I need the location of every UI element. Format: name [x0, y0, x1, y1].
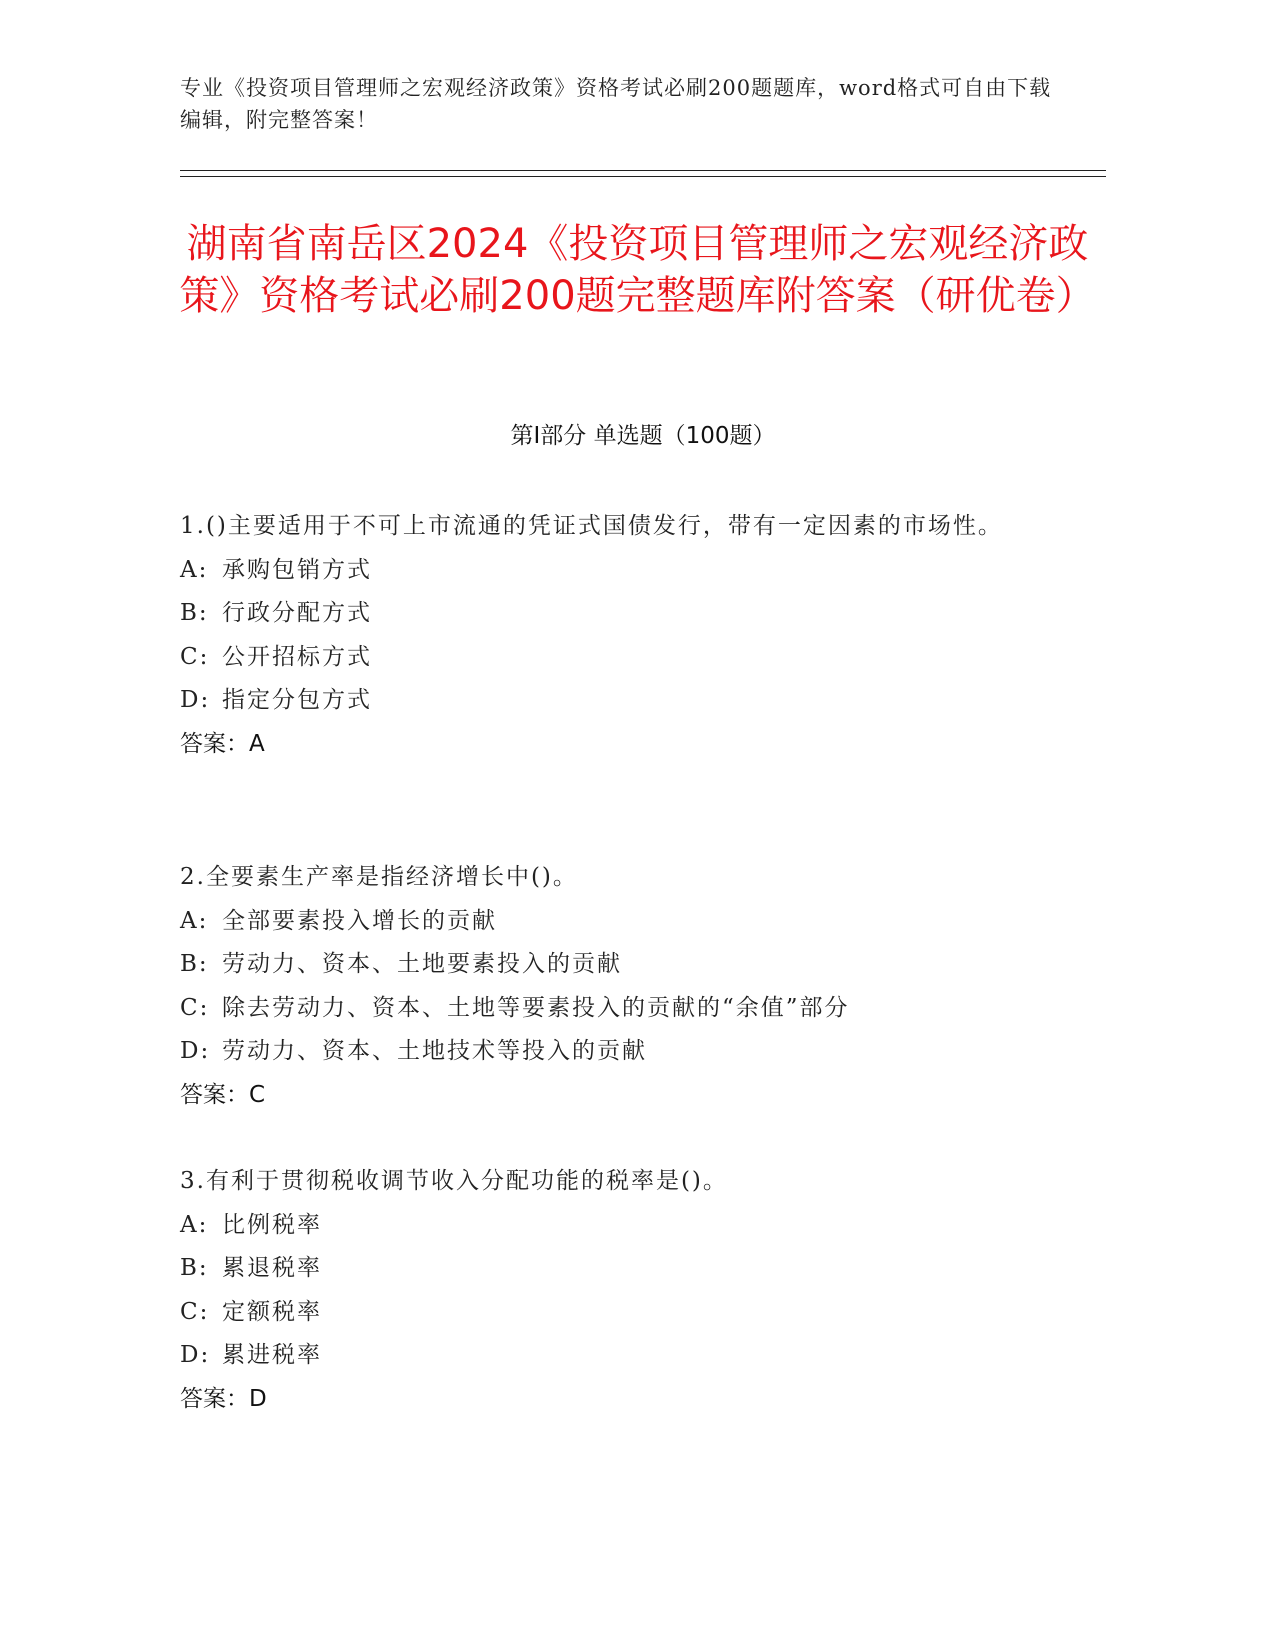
option-text: 行政分配方式 [222, 600, 372, 626]
option-b [180, 943, 1060, 987]
header-divider-bottom [180, 176, 1106, 177]
answer-line: 答案：C [180, 1081, 266, 1108]
option-text: 定额税率 [222, 1298, 322, 1325]
option-text: 公开招标方式 [222, 643, 372, 670]
option-a [180, 549, 1060, 593]
option-letter: B: [180, 1255, 209, 1281]
option-letter: C: [180, 643, 210, 670]
option-text: 比例税率 [222, 1211, 322, 1238]
option-letter: B: [180, 951, 209, 977]
question-stem: 1.()主要适用于不可上市流通的凭证式国债发行，带有一定因素的市场性。 [180, 513, 1003, 539]
section-title: 第I部分 单选题（100题） [510, 423, 776, 449]
option-c [180, 1291, 1060, 1335]
option-text: 累退税率 [222, 1255, 322, 1281]
question-stem: 3.有利于贯彻税收调节收入分配功能的税率是()。 [180, 1168, 728, 1194]
option-letter: A: [180, 1211, 209, 1238]
header-note: 专业《投资项目管理师之宏观经济政策》资格考试必刷200题题库，word格式可自由下载编辑，附完整答案！ [180, 76, 1052, 132]
option-text: 除去劳动力、资本、土地等要素投入的贡献的“余值”部分 [222, 994, 850, 1021]
option-letter: A: [180, 556, 209, 583]
question-3 [180, 1160, 1060, 1421]
option-a [180, 1204, 1060, 1248]
question-2 [180, 856, 1060, 1117]
option-a [180, 900, 1060, 944]
option-c [180, 987, 1060, 1031]
header-divider-top [180, 170, 1106, 171]
option-d [180, 1334, 1060, 1378]
option-text: 承购包销方式 [222, 556, 372, 583]
option-b [180, 592, 1060, 636]
option-c [180, 636, 1060, 680]
option-text: 全部要素投入增长的贡献 [222, 907, 497, 934]
document-title: 湖南省南岳区2024《投资项目管理师之宏观经济政策》资格考试必刷200题完整题库附答案（研优卷） [179, 221, 1096, 319]
option-letter: C: [180, 994, 210, 1021]
option-text: 劳动力、资本、土地要素投入的贡献 [222, 951, 622, 977]
option-letter: D: [180, 1038, 211, 1064]
question-1 [180, 505, 1060, 766]
option-letter: D: [180, 687, 211, 713]
option-d [180, 1030, 1060, 1074]
answer-line: 答案：A [180, 730, 265, 757]
question-stem: 2.全要素生产率是指经济增长中()。 [180, 864, 578, 890]
option-letter: A: [180, 907, 209, 934]
option-text: 累进税率 [222, 1342, 322, 1368]
answer-line: 答案：D [180, 1385, 267, 1412]
option-letter: D: [180, 1342, 211, 1368]
option-b [180, 1247, 1060, 1291]
option-text: 劳动力、资本、土地技术等投入的贡献 [222, 1038, 647, 1064]
option-letter: C: [180, 1298, 210, 1325]
option-text: 指定分包方式 [222, 687, 372, 713]
option-letter: B: [180, 600, 209, 626]
option-d [180, 679, 1060, 723]
